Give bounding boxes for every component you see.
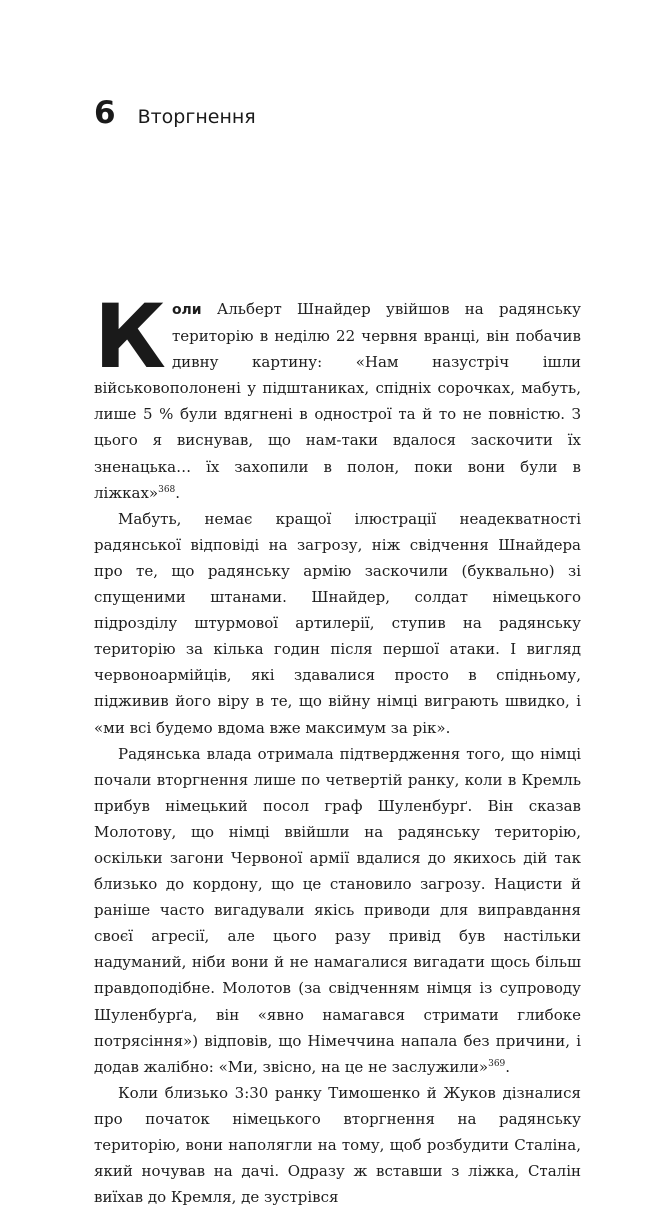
footnote-ref-368: 368: [158, 484, 176, 495]
paragraph-2: Мабуть, немає кращої ілюстрації неадекватності радянської відповіді на загрозу, ніж свідчення Шнайдера про те, що радянську армію заскочили (буквально) зі спущеними штанами. Шнайдер, солдат німецького підрозділу штурмової артилерії, ступив на радянську територію за кілька годин після першої атаки. І вигляд червоноармійців, які здавалися просто в спідньому, підживив його віру в те, що війну німці виграють швидко, і «ми всі будемо вдома вже максимум за рік».: [94, 509, 581, 737]
paragraph-1-text: Альберт Шнайдер увійшов на радянську територію в неділю 22 червня вранці, він побачив дивну картину: «Нам назустріч ішли військовополонені у підштаниках, спідніх сорочках, мабуть, лише 5 % були вдягнені в однострої та й то не повністю. З цього я виснував, що нам-таки вдалося заскочити їх зненацька… їх захопили в полон, поки вони були в ліжках»: [94, 300, 581, 502]
chapter-number: 6: [94, 95, 116, 131]
paragraph-1: Коли Альберт Шнайдер увійшов на радянську територію в неділю 22 червня вранці, він побачив дивну картину: «Нам назустріч ішли військовополонені у підштаниках, спідніх сорочках, мабуть, лише 5 % були вдягнені в однострої та й то не повністю. З цього я виснував, що нам-таки вдалося заскочити їх зненацька… їх захопили в полон, поки вони були в ліжках»$^{368}$.: [94, 285, 581, 502]
paragraph-3: Радянська влада отримала підтвердження того, що німці почали вторгнення лише по четвертій ранку, коли в Кремль прибув німецький посол граф Шуленбурґ. Він сказав Молотову, що німці ввійшли на радянську територію, оскільки загони Червоної армії вдалися до якихось дій так близько до кордону, що це становило загрозу. Нацисти й раніше часто вигадували якісь приводи для виправдання своєї агресії, але цього разу привід був настільки надуманий, ніби вони й не намагалися вигадати щось більш правдоподібне. Молотов (за свідченням німця із супроводу Шуленбурґа, він «явно намагався стримати глибоке потрясіння») відповів, що Німеччина напала без причини, і додав жалібно: «Ми, звісно, на це не заслужили»$^{369}$.: [94, 744, 581, 1076]
drop-cap: К: [94, 285, 166, 388]
lead-in-word: оли: [171, 302, 202, 318]
chapter-title: Вторгнення: [137, 106, 256, 128]
body-text: [94, 285, 581, 1210]
paragraph-4: Коли близько 3:30 ранку Тимошенко й Жуков дізналися про початок німецького вторгнення на радянську територію, вони наполягли на тому, щоб розбудити Сталіна, який ночував на дачі. Одразу ж вставши з ліжка, Сталін виїхав до Кремля, де зустрівся: [94, 1083, 581, 1207]
chapter-heading: [94, 95, 256, 131]
footnote-ref-369: 369: [488, 1058, 506, 1069]
paragraph-3-text: Радянська влада отримала підтвердження того, що німці почали вторгнення лише по четвертій ранку, коли в Кремль прибув німецький посол граф Шуленбурґ. Він сказав Молотову, що німці ввійшли на радянську територію, оскільки загони Червоної армії вдалися до якихось дій так близько до кордону, що це становило загрозу. Нацисти й раніше часто вигадували якісь приводи для виправдання своєї агресії, але цього разу привід був настільки надуманий, ніби вони й не намагалися вигадати щось більш правдоподібне. Молотов (за свідченням німця із супроводу Шуленбурґа, він «явно намагався стримати глибоке потрясіння») відповів, що Німеччина напала без причини, і додав жалібно: «Ми, звісно, на це не заслужили»: [94, 744, 581, 1076]
